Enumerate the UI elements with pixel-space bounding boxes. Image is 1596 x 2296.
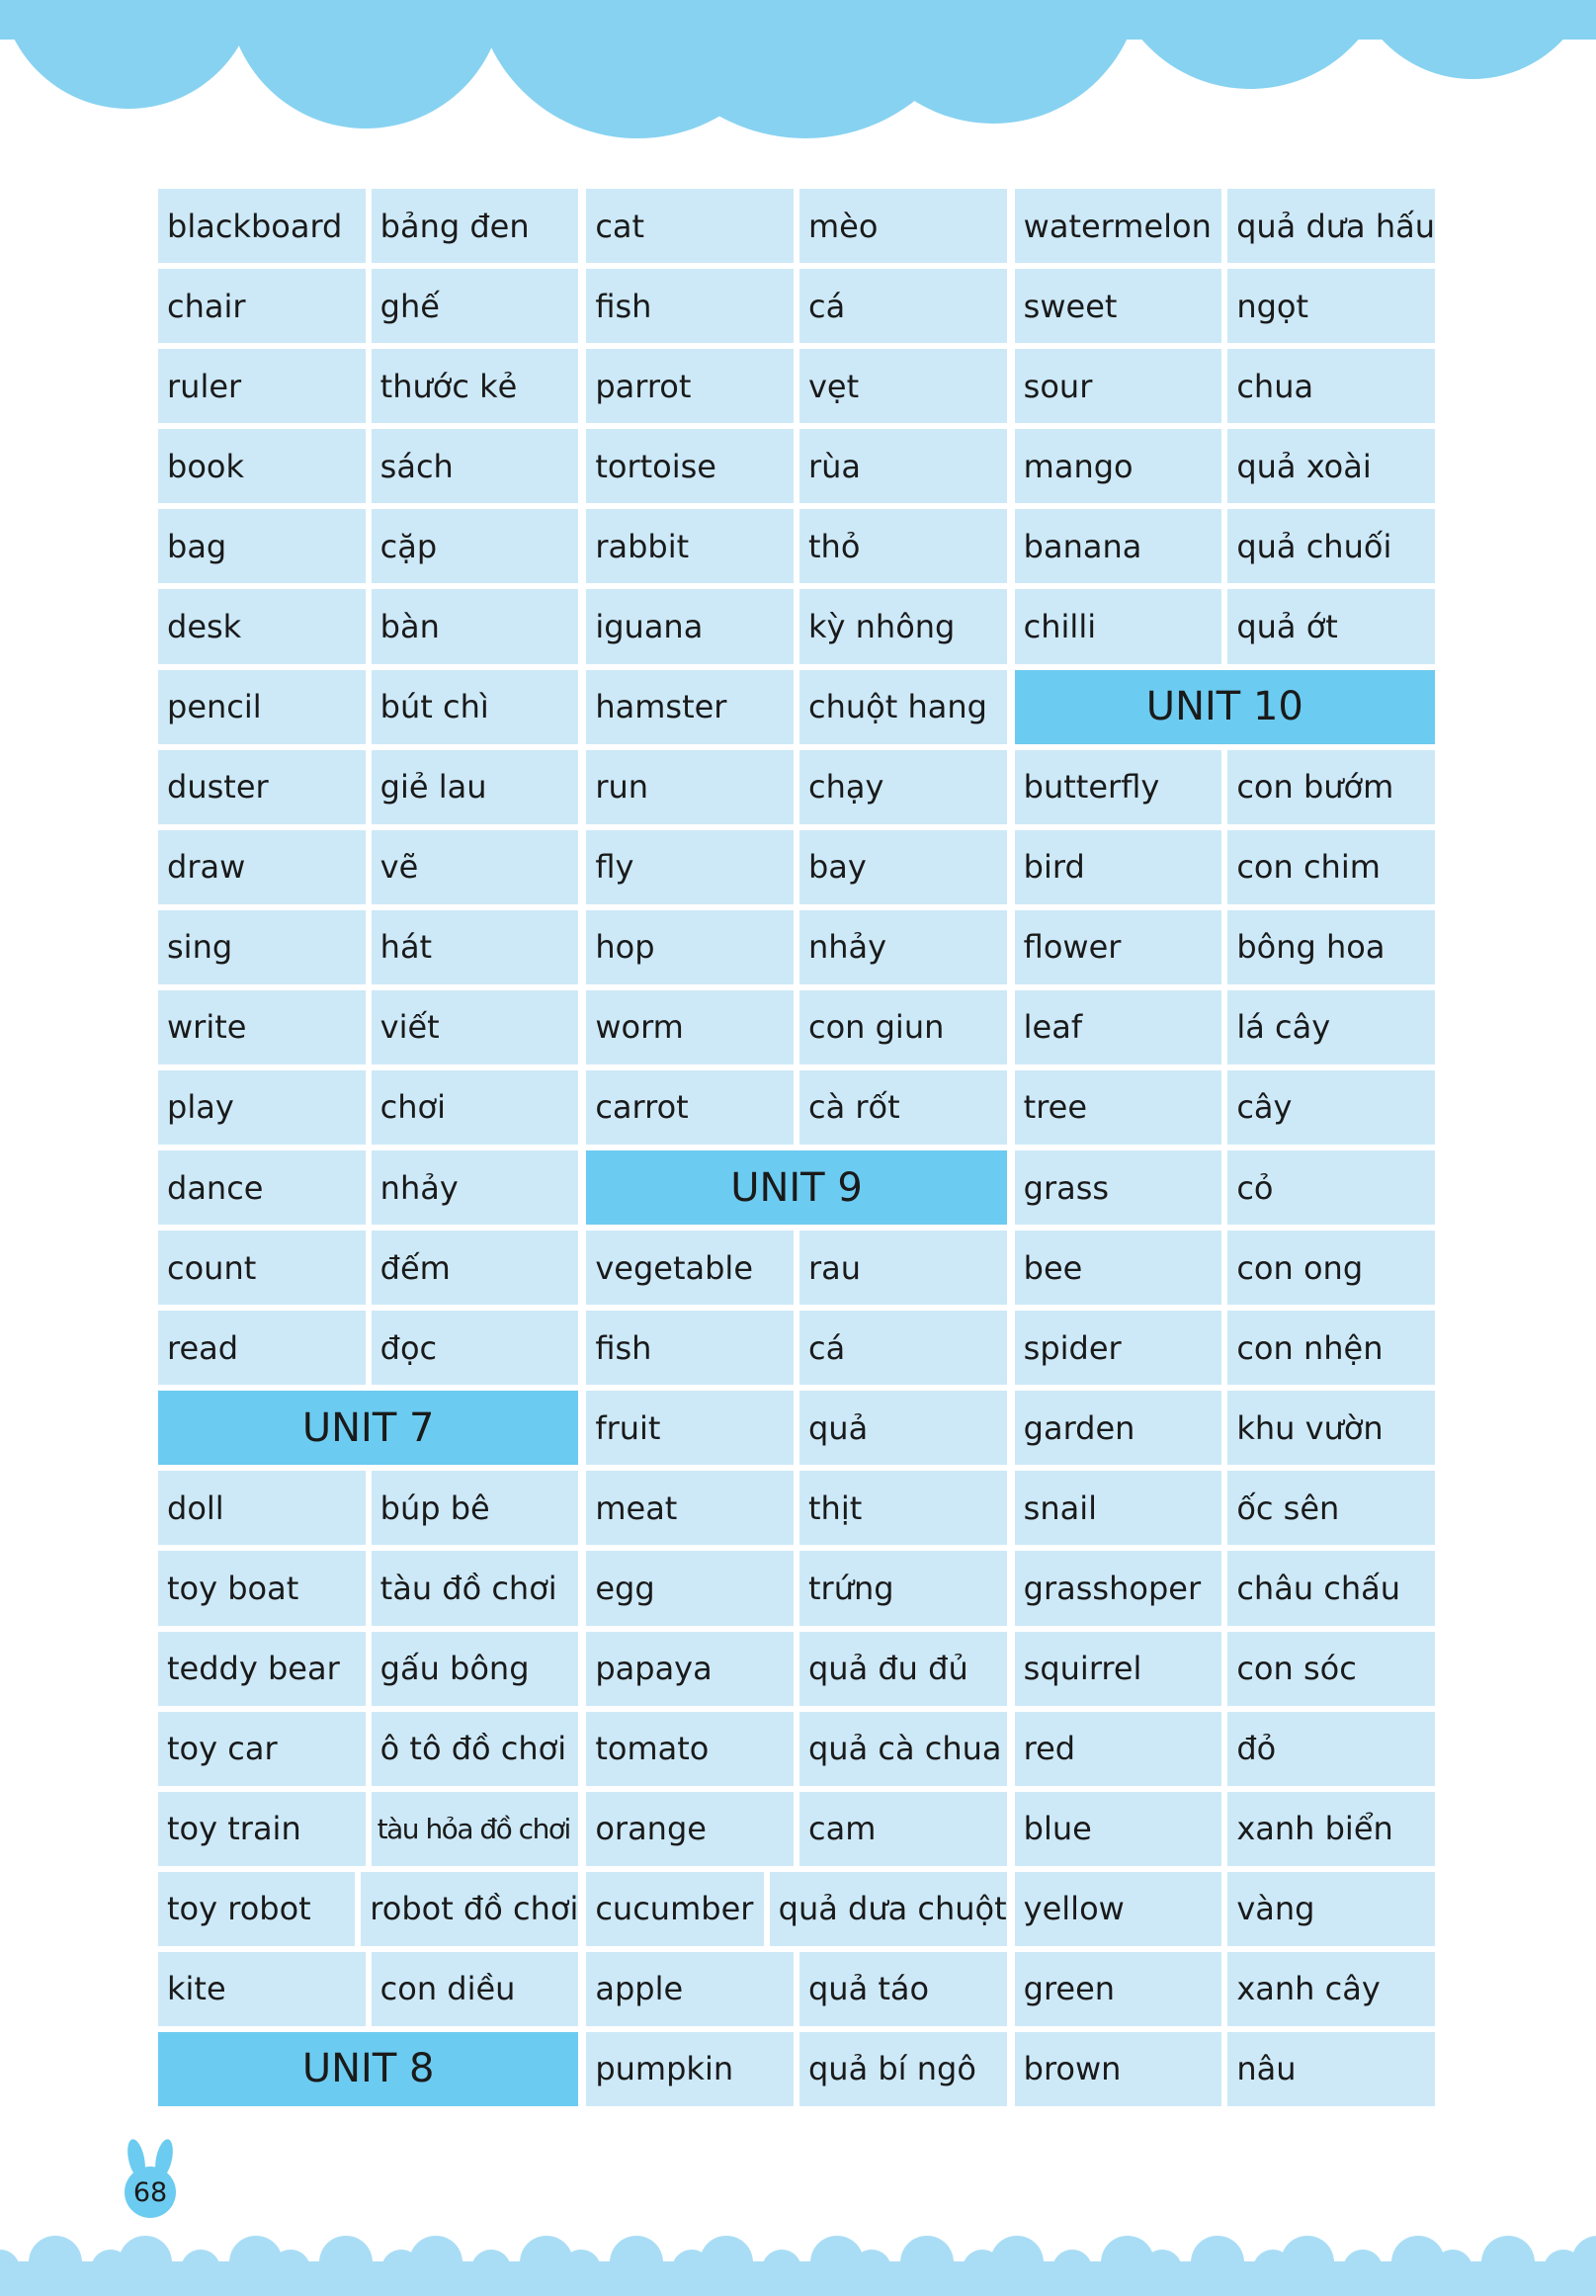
vietnamese-meaning: bảng đen bbox=[372, 189, 579, 263]
english-word: cat bbox=[586, 189, 794, 263]
vietnamese-meaning: nâu bbox=[1227, 2032, 1435, 2106]
vietnamese-meaning: ngọt bbox=[1227, 269, 1435, 343]
english-word: bee bbox=[1015, 1231, 1222, 1305]
vocab-row bbox=[586, 910, 1006, 984]
english-word: leaf bbox=[1015, 990, 1222, 1064]
english-word: tortoise bbox=[586, 429, 794, 503]
vietnamese-meaning: bông hoa bbox=[1227, 910, 1435, 984]
vocab-row bbox=[1015, 910, 1435, 984]
vietnamese-meaning: quả dưa chuột bbox=[770, 1872, 1007, 1946]
vietnamese-meaning: kỳ nhông bbox=[799, 589, 1007, 663]
english-word: pumpkin bbox=[586, 2032, 794, 2106]
vocab-row bbox=[1015, 1872, 1435, 1946]
english-word: flower bbox=[1015, 910, 1222, 984]
vocab-row bbox=[158, 589, 578, 663]
vietnamese-meaning: con giun bbox=[799, 990, 1007, 1064]
vietnamese-meaning: đếm bbox=[372, 1231, 579, 1305]
vietnamese-meaning: bay bbox=[799, 830, 1007, 904]
vocab-row bbox=[158, 1070, 578, 1145]
vocab-row bbox=[1015, 1632, 1435, 1706]
english-word: sweet bbox=[1015, 269, 1222, 343]
vocab-row bbox=[586, 509, 1006, 583]
vocab-row bbox=[158, 189, 578, 263]
english-word: red bbox=[1015, 1712, 1222, 1786]
english-word: rabbit bbox=[586, 509, 794, 583]
vietnamese-meaning: rùa bbox=[799, 429, 1007, 503]
vocab-row bbox=[1015, 1150, 1435, 1225]
vietnamese-meaning: tàu hỏa đồ chơi bbox=[372, 1792, 579, 1866]
english-word: carrot bbox=[586, 1070, 794, 1145]
vietnamese-meaning: cà rốt bbox=[799, 1070, 1007, 1145]
english-word: blue bbox=[1015, 1792, 1222, 1866]
vocab-row bbox=[1015, 1792, 1435, 1866]
vietnamese-meaning: con sóc bbox=[1227, 1632, 1435, 1706]
english-word: butterfly bbox=[1015, 750, 1222, 824]
vietnamese-meaning: robot đồ chơi bbox=[361, 1872, 578, 1946]
vietnamese-meaning: cá bbox=[799, 1311, 1007, 1385]
vocab-row bbox=[586, 2032, 1006, 2106]
vocab-row bbox=[158, 1471, 578, 1545]
english-word: tomato bbox=[586, 1712, 794, 1786]
english-word: sour bbox=[1015, 349, 1222, 423]
vocab-row bbox=[586, 670, 1006, 744]
vocab-row bbox=[1015, 2032, 1435, 2106]
english-word: chair bbox=[158, 269, 366, 343]
vietnamese-meaning: vẹt bbox=[799, 349, 1007, 423]
english-word: bird bbox=[1015, 830, 1222, 904]
english-word: cucumber bbox=[586, 1872, 763, 1946]
vietnamese-meaning: bàn bbox=[372, 589, 579, 663]
vocab-row bbox=[586, 1231, 1006, 1305]
unit-header: UNIT 8 bbox=[158, 2032, 578, 2106]
vietnamese-meaning: đọc bbox=[372, 1311, 579, 1385]
english-word: run bbox=[586, 750, 794, 824]
vietnamese-meaning: quả chuối bbox=[1227, 509, 1435, 583]
vietnamese-meaning: thịt bbox=[799, 1471, 1007, 1545]
vietnamese-meaning: quả bbox=[799, 1391, 1007, 1465]
vocab-row bbox=[586, 589, 1006, 663]
cloud-header-decoration bbox=[0, 0, 1596, 148]
vocab-row bbox=[158, 429, 578, 503]
vocab-row bbox=[586, 1391, 1006, 1465]
vietnamese-meaning: trứng bbox=[799, 1551, 1007, 1625]
english-word: mango bbox=[1015, 429, 1222, 503]
vietnamese-meaning: vẽ bbox=[372, 830, 579, 904]
english-word: bag bbox=[158, 509, 366, 583]
vocab-row bbox=[1015, 1471, 1435, 1545]
english-word: snail bbox=[1015, 1471, 1222, 1545]
vocab-row bbox=[1015, 1712, 1435, 1786]
english-word: orange bbox=[586, 1792, 794, 1866]
vocabulary-column-3 bbox=[1015, 189, 1435, 2106]
vietnamese-meaning: nhảy bbox=[799, 910, 1007, 984]
vocab-row bbox=[586, 1311, 1006, 1385]
vocab-row bbox=[158, 990, 578, 1064]
vocab-row bbox=[158, 1231, 578, 1305]
vocab-row bbox=[158, 1311, 578, 1385]
english-word: toy boat bbox=[158, 1551, 366, 1625]
english-word: book bbox=[158, 429, 366, 503]
vietnamese-meaning: mèo bbox=[799, 189, 1007, 263]
english-word: fish bbox=[586, 1311, 794, 1385]
vocab-row bbox=[1015, 269, 1435, 343]
vietnamese-meaning: quả đu đủ bbox=[799, 1632, 1007, 1706]
vocab-row bbox=[1015, 589, 1435, 663]
vocab-row bbox=[586, 1632, 1006, 1706]
vietnamese-meaning: cá bbox=[799, 269, 1007, 343]
vocab-row bbox=[586, 1952, 1006, 2026]
vocab-row bbox=[586, 1712, 1006, 1786]
vocab-row bbox=[586, 429, 1006, 503]
vietnamese-meaning: gấu bông bbox=[372, 1632, 579, 1706]
vocab-row bbox=[158, 349, 578, 423]
vietnamese-meaning: vàng bbox=[1227, 1872, 1435, 1946]
english-word: garden bbox=[1015, 1391, 1222, 1465]
vocab-row bbox=[586, 1070, 1006, 1145]
english-word: toy car bbox=[158, 1712, 366, 1786]
vocab-row bbox=[1015, 189, 1435, 263]
unit-header: UNIT 7 bbox=[158, 1391, 578, 1465]
vocab-row bbox=[1015, 830, 1435, 904]
vietnamese-meaning: xanh biển bbox=[1227, 1792, 1435, 1866]
english-word: watermelon bbox=[1015, 189, 1221, 263]
english-word: grasshoper bbox=[1015, 1551, 1222, 1625]
vocabulary-table bbox=[158, 189, 1435, 2106]
vocab-row bbox=[586, 189, 1006, 263]
vocab-row bbox=[586, 1792, 1006, 1866]
vietnamese-meaning: lá cây bbox=[1227, 990, 1435, 1064]
vietnamese-meaning: ốc sên bbox=[1227, 1471, 1435, 1545]
english-word: read bbox=[158, 1311, 366, 1385]
vocab-row bbox=[158, 1632, 578, 1706]
english-word: apple bbox=[586, 1952, 794, 2026]
vietnamese-meaning: chạy bbox=[799, 750, 1007, 824]
vietnamese-meaning: đỏ bbox=[1227, 1712, 1435, 1786]
vocab-row bbox=[1015, 1391, 1435, 1465]
english-word: meat bbox=[586, 1471, 794, 1545]
vietnamese-meaning: con chim bbox=[1227, 830, 1435, 904]
vocab-row bbox=[586, 1471, 1006, 1545]
english-word: desk bbox=[158, 589, 366, 663]
vietnamese-meaning: quả xoài bbox=[1227, 429, 1435, 503]
vocab-row bbox=[1015, 1070, 1435, 1145]
vocab-row bbox=[158, 1792, 578, 1866]
vocab-row bbox=[158, 910, 578, 984]
vietnamese-meaning: con diều bbox=[372, 1952, 579, 2026]
vocab-row bbox=[1015, 1952, 1435, 2026]
english-word: sing bbox=[158, 910, 366, 984]
vocab-row bbox=[1015, 750, 1435, 824]
vocab-row bbox=[586, 269, 1006, 343]
english-word: count bbox=[158, 1231, 366, 1305]
english-word: play bbox=[158, 1070, 366, 1145]
vocab-row bbox=[586, 830, 1006, 904]
vietnamese-meaning: rau bbox=[799, 1231, 1007, 1305]
vocab-row bbox=[1015, 1231, 1435, 1305]
english-word: fly bbox=[586, 830, 794, 904]
vocabulary-column-1 bbox=[158, 189, 578, 2106]
english-word: fish bbox=[586, 269, 794, 343]
english-word: vegetable bbox=[586, 1231, 794, 1305]
vocab-row bbox=[158, 509, 578, 583]
vietnamese-meaning: chơi bbox=[372, 1070, 579, 1145]
english-word: dance bbox=[158, 1150, 366, 1225]
vocab-row bbox=[1015, 1551, 1435, 1625]
vocab-row bbox=[158, 1872, 578, 1946]
vietnamese-meaning: tàu đồ chơi bbox=[372, 1551, 579, 1625]
vocabulary-column-2 bbox=[586, 189, 1006, 2106]
vietnamese-meaning: thỏ bbox=[799, 509, 1007, 583]
unit-header: UNIT 10 bbox=[1015, 670, 1435, 744]
vocab-row bbox=[158, 750, 578, 824]
bushes-footer-decoration bbox=[0, 2202, 1596, 2296]
vietnamese-meaning: cỏ bbox=[1227, 1150, 1435, 1225]
english-word: teddy bear bbox=[158, 1632, 366, 1706]
vocab-row bbox=[586, 1551, 1006, 1625]
vietnamese-meaning: xanh cây bbox=[1227, 1952, 1435, 2026]
english-word: banana bbox=[1015, 509, 1222, 583]
english-word: blackboard bbox=[158, 189, 366, 263]
english-word: iguana bbox=[586, 589, 794, 663]
english-word: spider bbox=[1015, 1311, 1222, 1385]
english-word: grass bbox=[1015, 1150, 1222, 1225]
english-word: fruit bbox=[586, 1391, 794, 1465]
vietnamese-meaning: thước kẻ bbox=[372, 349, 579, 423]
english-word: papaya bbox=[586, 1632, 794, 1706]
vietnamese-meaning: châu chấu bbox=[1227, 1551, 1435, 1625]
english-word: ruler bbox=[158, 349, 366, 423]
vietnamese-meaning: giẻ lau bbox=[372, 750, 579, 824]
vietnamese-meaning: con nhện bbox=[1227, 1311, 1435, 1385]
english-word: worm bbox=[586, 990, 794, 1064]
vietnamese-meaning: quả bí ngô bbox=[799, 2032, 1007, 2106]
vietnamese-meaning: con ong bbox=[1227, 1231, 1435, 1305]
english-word: egg bbox=[586, 1551, 794, 1625]
vietnamese-meaning: quả cà chua bbox=[799, 1712, 1007, 1786]
vietnamese-meaning: cặp bbox=[372, 509, 579, 583]
vocab-row bbox=[586, 349, 1006, 423]
vocab-row bbox=[1015, 349, 1435, 423]
vocab-row bbox=[1015, 990, 1435, 1064]
page-number: 68 bbox=[132, 2177, 168, 2208]
vocab-row bbox=[586, 990, 1006, 1064]
vocab-row bbox=[158, 830, 578, 904]
english-word: yellow bbox=[1015, 1872, 1222, 1946]
vietnamese-meaning: quả ớt bbox=[1227, 589, 1435, 663]
vocab-row bbox=[1015, 429, 1435, 503]
english-word: parrot bbox=[586, 349, 794, 423]
vietnamese-meaning: ô tô đồ chơi bbox=[372, 1712, 579, 1786]
vietnamese-meaning: sách bbox=[372, 429, 579, 503]
vietnamese-meaning: chuột hang bbox=[799, 670, 1007, 744]
vietnamese-meaning: cam bbox=[799, 1792, 1007, 1866]
vocab-row bbox=[586, 750, 1006, 824]
vietnamese-meaning: quả dưa hấu bbox=[1227, 189, 1435, 263]
vocab-row bbox=[158, 1551, 578, 1625]
vocab-row bbox=[586, 1872, 1006, 1946]
english-word: chilli bbox=[1015, 589, 1222, 663]
english-word: tree bbox=[1015, 1070, 1222, 1145]
english-word: draw bbox=[158, 830, 366, 904]
vietnamese-meaning: ghế bbox=[372, 269, 579, 343]
vietnamese-meaning: nhảy bbox=[372, 1150, 579, 1225]
english-word: hop bbox=[586, 910, 794, 984]
vietnamese-meaning: hát bbox=[372, 910, 579, 984]
english-word: green bbox=[1015, 1952, 1222, 2026]
english-word: brown bbox=[1015, 2032, 1222, 2106]
english-word: squirrel bbox=[1015, 1632, 1222, 1706]
vietnamese-meaning: chua bbox=[1227, 349, 1435, 423]
english-word: pencil bbox=[158, 670, 366, 744]
vietnamese-meaning: khu vườn bbox=[1227, 1391, 1435, 1465]
vietnamese-meaning: con bướm bbox=[1227, 750, 1435, 824]
vocab-row bbox=[158, 670, 578, 744]
unit-header: UNIT 9 bbox=[586, 1150, 1006, 1225]
vocab-row bbox=[158, 269, 578, 343]
english-word: toy train bbox=[158, 1792, 366, 1866]
vietnamese-meaning: búp bê bbox=[372, 1471, 579, 1545]
vietnamese-meaning: cây bbox=[1227, 1070, 1435, 1145]
english-word: hamster bbox=[586, 670, 794, 744]
vocab-row bbox=[158, 1712, 578, 1786]
vietnamese-meaning: quả táo bbox=[799, 1952, 1007, 2026]
english-word: write bbox=[158, 990, 366, 1064]
vietnamese-meaning: viết bbox=[372, 990, 579, 1064]
english-word: duster bbox=[158, 750, 366, 824]
english-word: kite bbox=[158, 1952, 366, 2026]
vocab-row bbox=[1015, 1311, 1435, 1385]
vocab-row bbox=[158, 1150, 578, 1225]
vocab-row bbox=[158, 1952, 578, 2026]
english-word: toy robot bbox=[158, 1872, 355, 1946]
vocab-row bbox=[1015, 509, 1435, 583]
vietnamese-meaning: bút chì bbox=[372, 670, 579, 744]
english-word: doll bbox=[158, 1471, 366, 1545]
